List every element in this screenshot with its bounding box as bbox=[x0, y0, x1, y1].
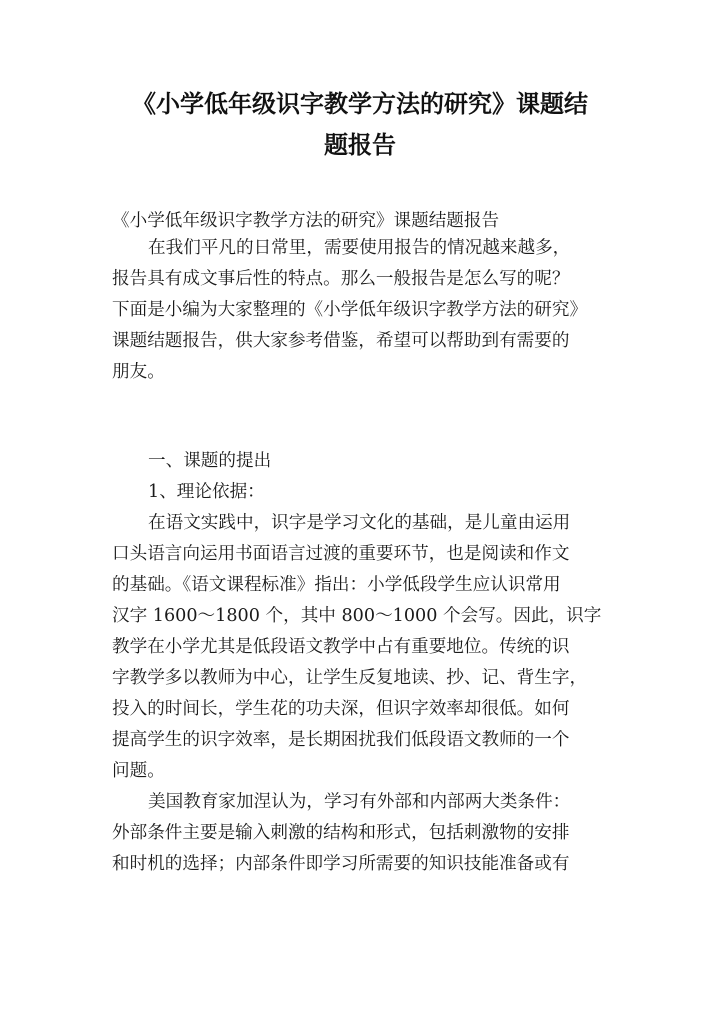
intro-line: 下面是小编为大家整理的《小学低年级识字教学方法的研究》 bbox=[112, 300, 588, 320]
paragraph-line: 汉字 1600～1800 个，其中 800～1000 个会写。因此，识字 bbox=[112, 606, 602, 626]
intro-line: 在我们平凡的日常里，需要使用报告的情况越来越多， bbox=[148, 238, 571, 258]
paragraph-line: 投入的时间长，学生花的功夫深，但识字效率却很低。如何 bbox=[112, 699, 570, 719]
section-one bbox=[112, 446, 617, 880]
intro-line: 报告具有成文事后性的特点。那么一般报告是怎么写的呢？ bbox=[112, 269, 570, 289]
intro-line: 课题结题报告，供大家参考借鉴，希望可以帮助到有需要的 bbox=[112, 331, 570, 351]
intro-paragraph bbox=[112, 233, 617, 388]
paragraph-line: 问题。 bbox=[112, 761, 165, 781]
paragraph-line: 的基础。《语文课程标准》指出：小学低段学生应认识常用 bbox=[112, 575, 561, 595]
paragraph-line: 字教学多以教师为中心，让学生反复地读、抄、记、背生字， bbox=[112, 668, 588, 688]
title-line: 《小学低年级识字教学方法的研究》课题结 bbox=[132, 90, 588, 118]
intro-line: 朋友。 bbox=[112, 362, 165, 382]
paragraph-line: 提高学生的识字效率，是长期困扰我们低段语文教师的一个 bbox=[112, 730, 570, 750]
paragraph-line: 教学在小学尤其是低段语文教学中占有重要地位。传统的识 bbox=[112, 637, 570, 657]
paragraph-line: 外部条件主要是输入刺激的结构和形式，包括刺激物的安排 bbox=[112, 823, 570, 843]
title-line: 题报告 bbox=[324, 131, 396, 159]
subsection-heading: 1、理论依据： bbox=[148, 482, 265, 502]
paragraph-line: 在语文实践中，识字是学习文化的基础，是儿童由运用 bbox=[148, 513, 571, 533]
subtitle-text: 《小学低年级识字教学方法的研究》课题结题报告 bbox=[112, 211, 500, 231]
section-heading: 一、课题的提出 bbox=[148, 451, 272, 471]
paragraph-line: 和时机的选择；内部条件即学习所需要的知识技能准备或有 bbox=[112, 854, 570, 874]
paragraph-line: 美国教育家加涅认为，学习有外部和内部两大类条件： bbox=[148, 792, 571, 812]
paragraph-line: 口头语言向运用书面语言过渡的重要环节，也是阅读和作文 bbox=[112, 544, 570, 564]
document-title bbox=[100, 84, 620, 166]
